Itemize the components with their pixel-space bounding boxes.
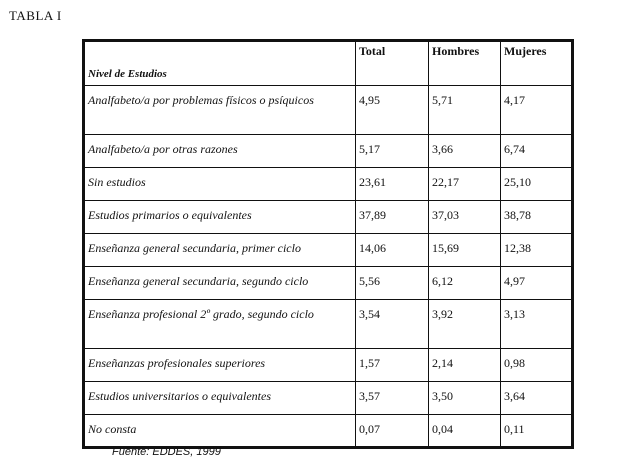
- cell-mujeres: 4,17: [501, 86, 573, 135]
- cell-mujeres: 6,74: [501, 135, 573, 168]
- table-row: [84, 382, 573, 415]
- header-hombres: Hombres: [429, 41, 501, 86]
- row-label: Enseñanza general secundaria, primer ciclo: [84, 234, 356, 267]
- header-total: Total: [356, 41, 429, 86]
- cell-hombres: 2,14: [429, 349, 501, 382]
- cell-total: 37,89: [356, 201, 429, 234]
- row-label: Estudios universitarios o equivalentes: [84, 382, 356, 415]
- row-label: Enseñanza profesional 2º grado, segundo ciclo: [84, 300, 356, 349]
- table-row: [84, 300, 573, 349]
- table-row: [84, 349, 573, 382]
- table-row: [84, 415, 573, 448]
- table-row: [84, 234, 573, 267]
- cell-mujeres: 38,78: [501, 201, 573, 234]
- cell-total: 1,57: [356, 349, 429, 382]
- cell-total: 3,57: [356, 382, 429, 415]
- cell-hombres: 3,66: [429, 135, 501, 168]
- table-title: TABLA I: [9, 8, 62, 23]
- header-mujeres: Mujeres: [501, 41, 573, 86]
- table-row: [84, 201, 573, 234]
- cell-hombres: 15,69: [429, 234, 501, 267]
- cell-hombres: 3,92: [429, 300, 501, 349]
- table-row: [84, 168, 573, 201]
- cell-total: 4,95: [356, 86, 429, 135]
- cell-total: 5,56: [356, 267, 429, 300]
- table-row: [84, 135, 573, 168]
- cell-total: 14,06: [356, 234, 429, 267]
- cell-total: 5,17: [356, 135, 429, 168]
- cell-hombres: 5,71: [429, 86, 501, 135]
- cell-mujeres: 3,64: [501, 382, 573, 415]
- cell-mujeres: 3,13: [501, 300, 573, 349]
- row-label: Analfabeto/a por problemas físicos o psíquicos: [84, 86, 356, 135]
- cell-total: 3,54: [356, 300, 429, 349]
- cell-mujeres: 25,10: [501, 168, 573, 201]
- source-note: Fuente: EDDES, 1999: [112, 446, 221, 458]
- row-label: Estudios primarios o equivalentes: [84, 201, 356, 234]
- row-label: No consta: [84, 415, 356, 448]
- row-label: Sin estudios: [84, 168, 356, 201]
- cell-hombres: 37,03: [429, 201, 501, 234]
- cell-hombres: 3,50: [429, 382, 501, 415]
- cell-hombres: 0,04: [429, 415, 501, 448]
- table-header-row: [84, 41, 573, 86]
- table-row: [84, 86, 573, 135]
- cell-mujeres: 0,11: [501, 415, 573, 448]
- header-nivel-estudios: Nivel de Estudios: [84, 41, 356, 86]
- cell-total: 23,61: [356, 168, 429, 201]
- education-level-table: [82, 39, 574, 449]
- cell-mujeres: 4,97: [501, 267, 573, 300]
- cell-total: 0,07: [356, 415, 429, 448]
- cell-mujeres: 0,98: [501, 349, 573, 382]
- cell-hombres: 22,17: [429, 168, 501, 201]
- cell-mujeres: 12,38: [501, 234, 573, 267]
- row-label: Enseñanzas profesionales superiores: [84, 349, 356, 382]
- table-row: [84, 267, 573, 300]
- row-label: Enseñanza general secundaria, segundo ciclo: [84, 267, 356, 300]
- cell-hombres: 6,12: [429, 267, 501, 300]
- row-label: Analfabeto/a por otras razones: [84, 135, 356, 168]
